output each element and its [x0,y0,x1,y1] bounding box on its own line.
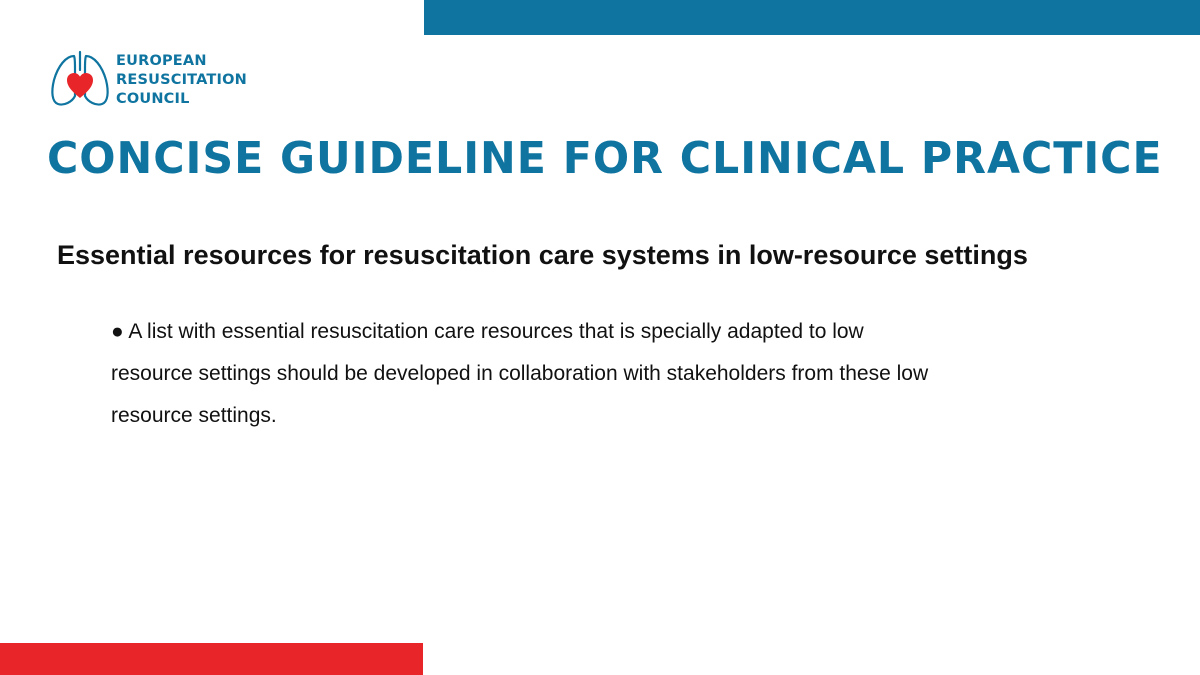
bullet-line-2: resource settings should be developed in collaboration with stakeholders from these low [111,362,929,385]
bottom-accent-bar [0,643,423,675]
erc-logo [48,48,247,112]
page-title: CONCISE GUIDELINE FOR CLINICAL PRACTICE [47,133,1163,184]
logo-text-line-3: COUNCIL [116,90,190,107]
bullet-line-3: resource settings. [111,404,277,427]
bullet-line-1: ● A list with essential resuscitation care resources that is specially adapted to low [111,320,864,343]
section-heading: Essential resources for resuscitation care systems in low-resource settings [57,240,1028,270]
lungs-heart-icon [48,48,112,112]
logo-text-line-1: EUROPEAN [116,52,207,69]
bullet-item [111,311,1051,437]
top-accent-bar [424,0,1200,35]
logo-text-line-2: RESUSCITATION [116,71,247,88]
